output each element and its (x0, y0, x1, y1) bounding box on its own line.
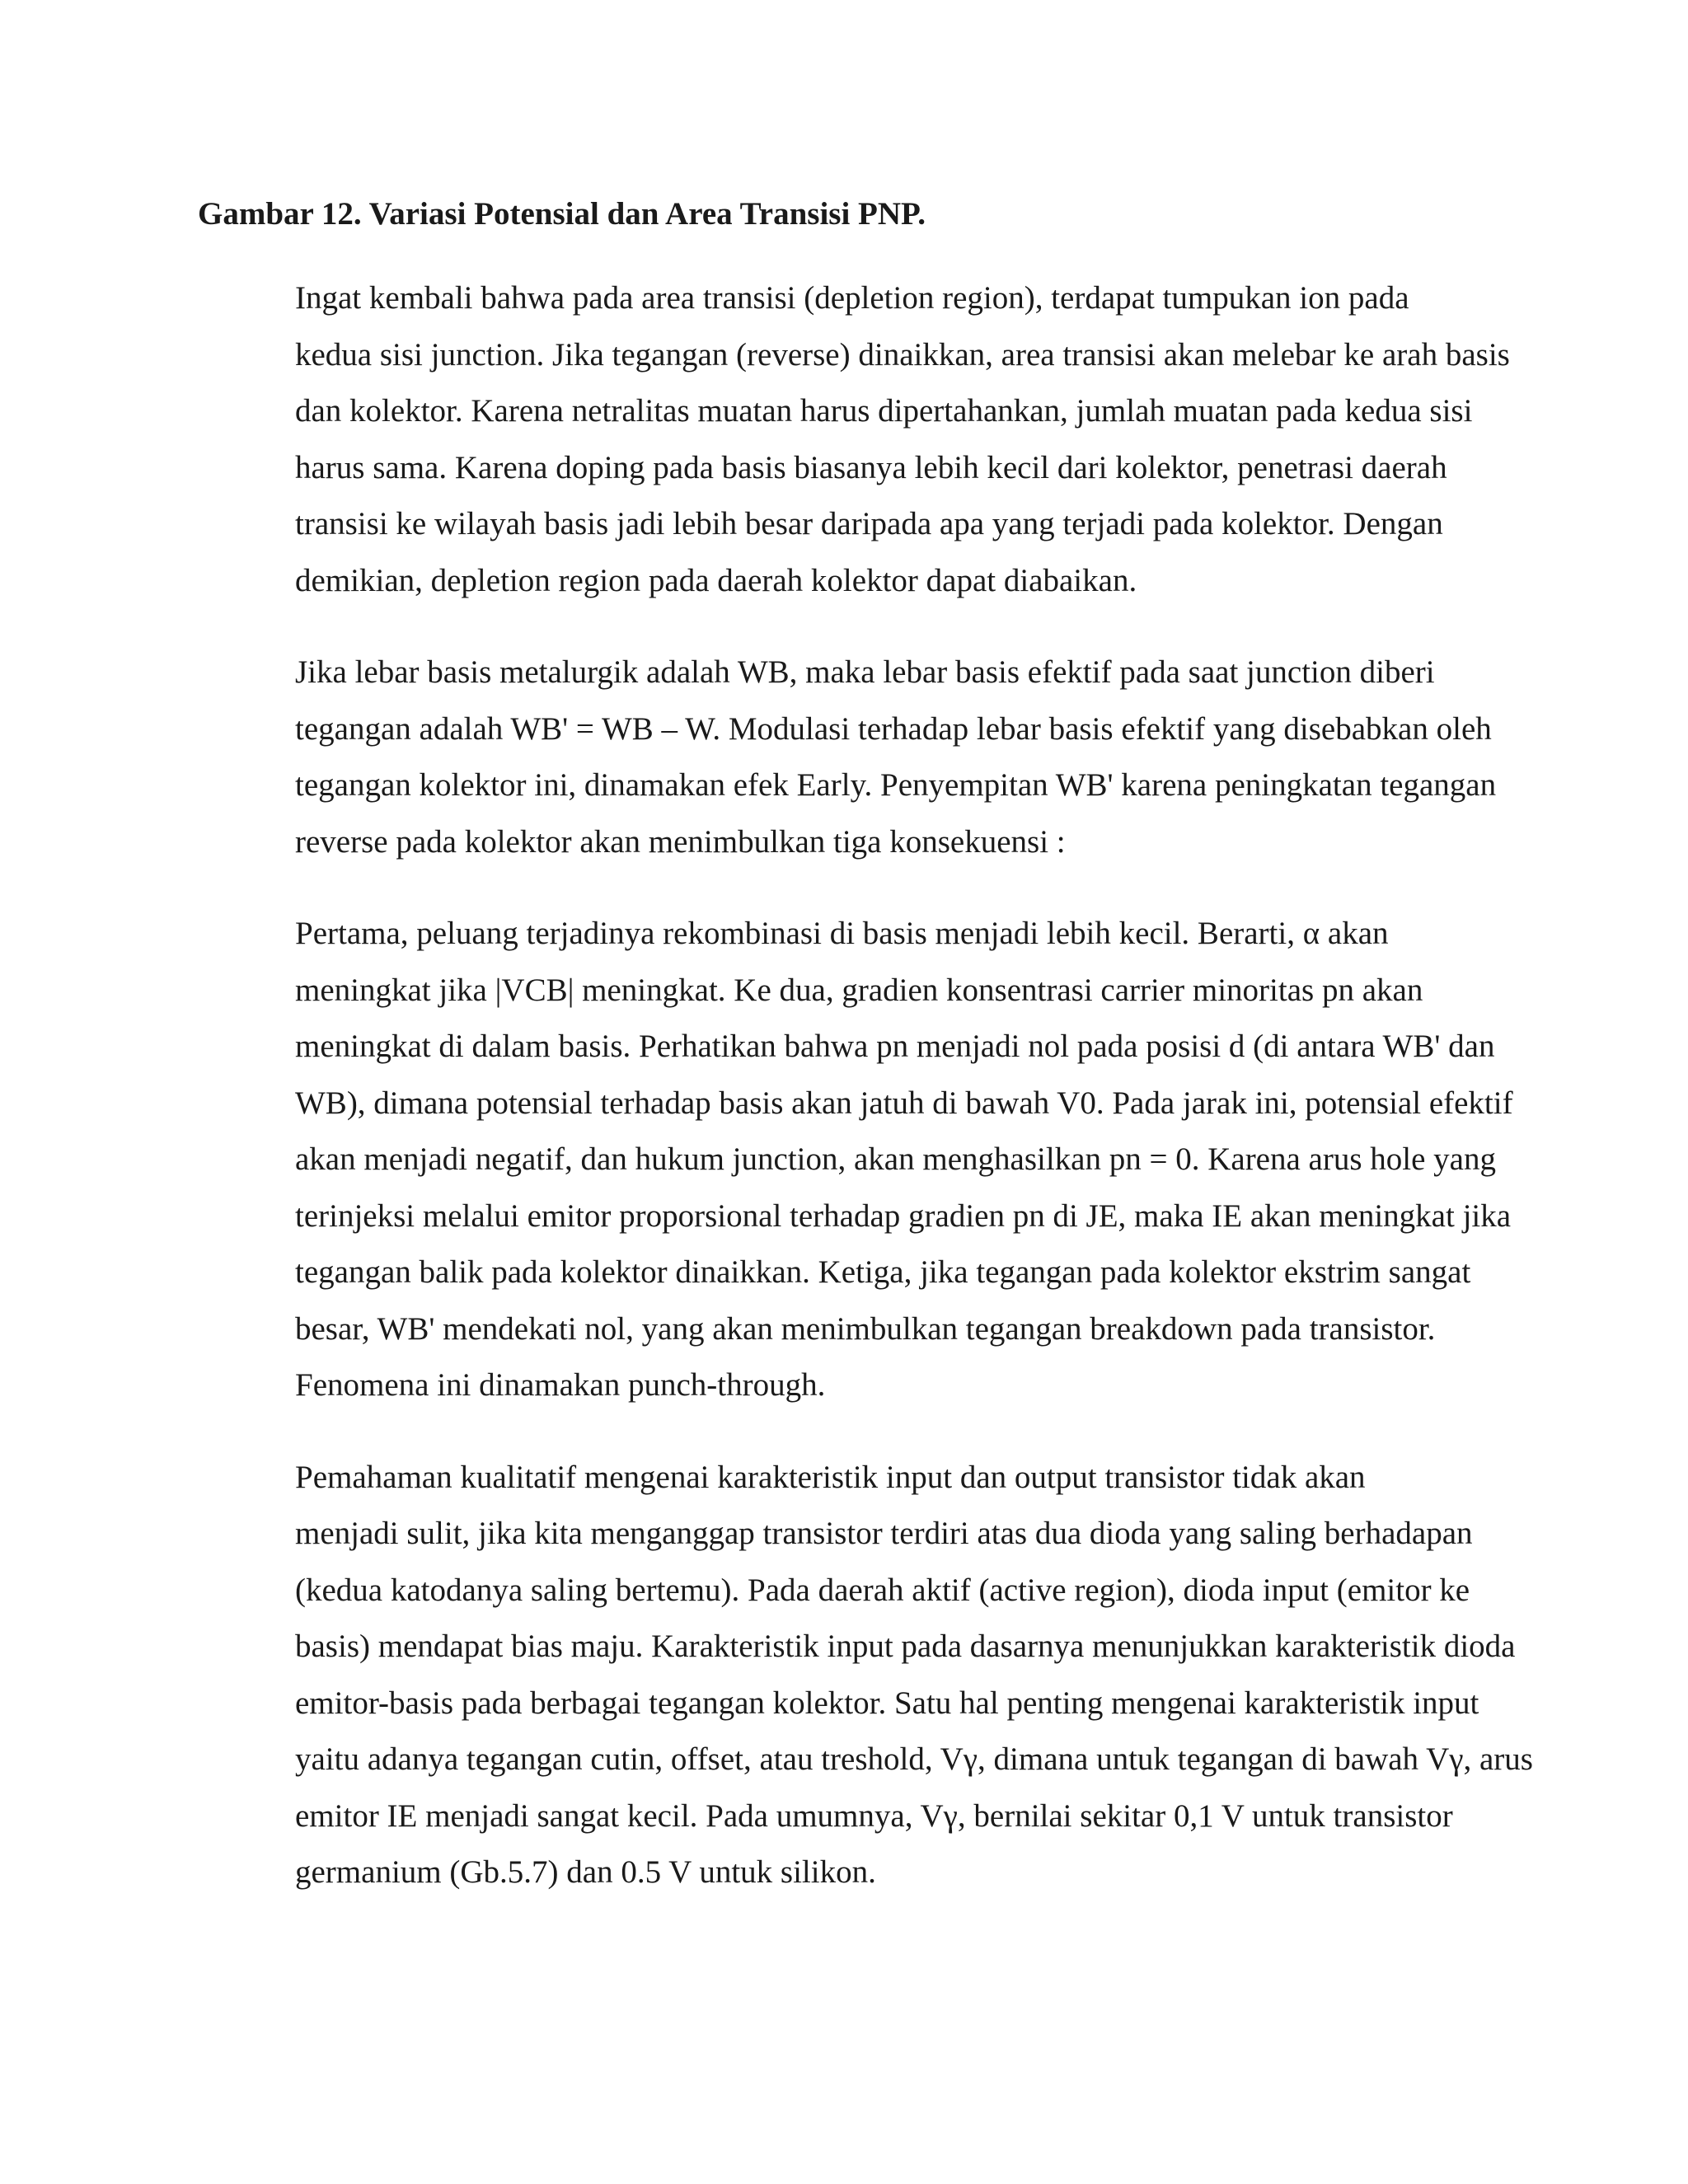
paragraph-input-characteristics (198, 1450, 1533, 1901)
text-line: akan menjadi negatif, dan hukum junction, akan menghasilkan pn = 0. Karena arus hole yang (295, 1141, 1496, 1177)
text-line: (kedua katodanya saling bertemu). Pada daerah aktif (active region), dioda input (emitor ke (295, 1572, 1470, 1608)
text-line: reverse pada kolektor akan menimbulkan tiga konsekuensi : (295, 823, 1066, 860)
text-line: meningkat jika |VCB| meningkat. Ke dua, gradien konsentrasi carrier minoritas pn akan (295, 972, 1423, 1008)
text-line: dan kolektor. Karena netralitas muatan harus dipertahankan, jumlah muatan pada kedua sisi (295, 393, 1473, 429)
text-line: tegangan adalah WB' = WB – W. Modulasi terhadap lebar basis efektif yang disebabkan oleh (295, 710, 1492, 747)
text-line: tegangan kolektor ini, dinamakan efek Early. Penyempitan WB' karena peningkatan tegangan (295, 767, 1497, 803)
text-line: emitor-basis pada berbagai tegangan kolektor. Satu hal penting mengenai karakteristik input (295, 1685, 1479, 1721)
text-line: Jika lebar basis metalurgik adalah WB, maka lebar basis efektif pada saat junction diberi (295, 654, 1435, 690)
text-line: tegangan balik pada kolektor dinaikkan. Ketiga, jika tegangan pada kolektor ekstrim sangat (295, 1254, 1471, 1290)
text-line: Pertama, peluang terjadinya rekombinasi di basis menjadi lebih kecil. Berarti, α akan (295, 916, 1389, 951)
document-body (198, 186, 1533, 1937)
figure-caption: Gambar 12. Variasi Potensial dan Area Transisi PNP. (198, 196, 926, 232)
text-line: emitor IE menjadi sangat kecil. Pada umumnya, Vγ, bernilai sekitar 0,1 V untuk transistor (295, 1797, 1453, 1834)
text-line: germanium (Gb.5.7) dan 0.5 V untuk silikon. (295, 1854, 876, 1890)
text-line: meningkat di dalam basis. Perhatikan bahwa pn menjadi nol pada posisi d (di antara WB' dan (295, 1029, 1495, 1064)
text-line: Pemahaman kualitatif mengenai karakteristik input dan output transistor tidak akan (295, 1459, 1366, 1495)
text-line: transisi ke wilayah basis jadi lebih besar daripada apa yang terjadi pada kolektor. Dengan (295, 506, 1443, 541)
text-line: WB), dimana potensial terhadap basis akan jatuh di bawah V0. Pada jarak ini, potensial efektif (295, 1085, 1513, 1121)
text-line: Fenomena ini dinamakan punch-through. (295, 1367, 826, 1403)
text-line: Ingat kembali bahwa pada area transisi (depletion region), terdapat tumpukan ion pada (295, 280, 1409, 316)
text-line: yaitu adanya tegangan cutin, offset, atau treshold, Vγ, dimana untuk tegangan di bawah Vγ, arus (295, 1741, 1533, 1777)
text-line: basis) mendapat bias maju. Karakteristik input pada dasarnya menunjukkan karakteristik dioda (295, 1629, 1516, 1664)
paragraph-depletion-region (198, 270, 1510, 609)
text-line: besar, WB' mendekati nol, yang akan menimbulkan tegangan breakdown pada transistor. (295, 1310, 1436, 1347)
text-line: menjadi sulit, jika kita menganggap transistor terdiri atas dua dioda yang saling berhadapan (295, 1516, 1473, 1551)
paragraph-early-effect (198, 644, 1497, 870)
paragraph-consequences (198, 906, 1513, 1414)
text-line: harus sama. Karena doping pada basis biasanya lebih kecil dari kolektor, penetrasi daerah (295, 449, 1447, 485)
text-line: terinjeksi melalui emitor proporsional terhadap gradien pn di JE, maka IE akan meningkat jika (295, 1197, 1512, 1234)
text-line: kedua sisi junction. Jika tegangan (reverse) dinaikkan, area transisi akan melebar ke arah basis (295, 336, 1510, 373)
text-line: demikian, depletion region pada daerah kolektor dapat diabaikan. (295, 562, 1137, 598)
